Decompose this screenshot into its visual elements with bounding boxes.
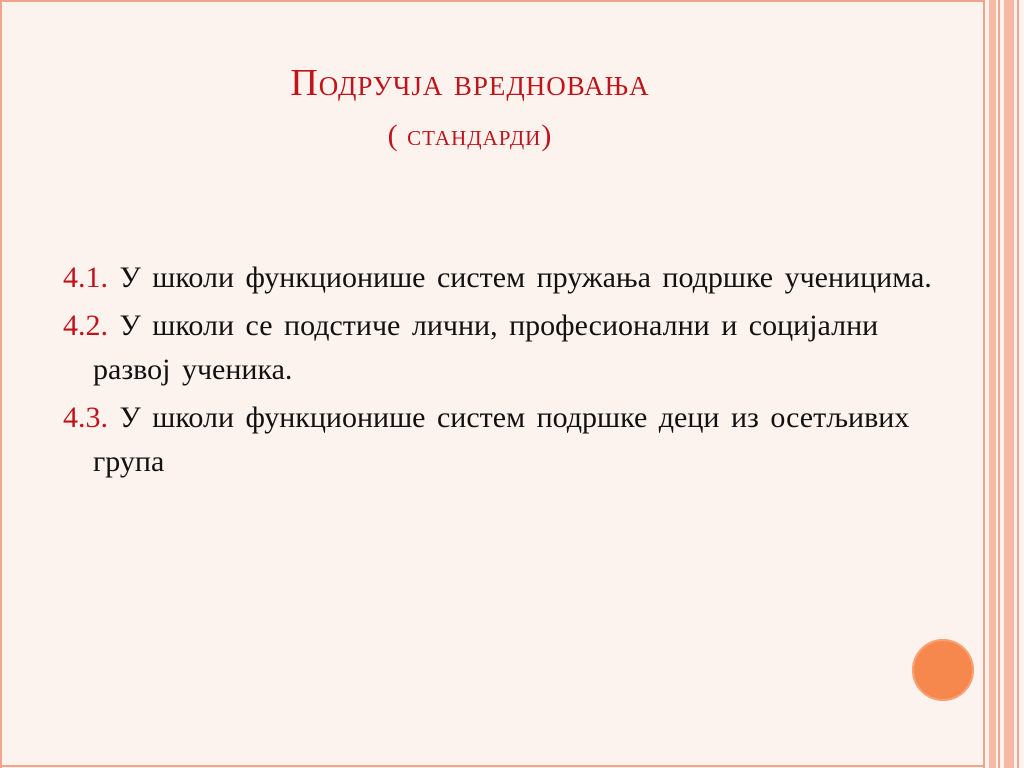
frame-bottom-border	[0, 765, 985, 767]
list-item	[63, 396, 943, 484]
list-item	[63, 256, 943, 300]
frame-top-border	[0, 0, 985, 2]
decorative-stripe	[989, 0, 996, 768]
item-number: 4.3.	[63, 401, 108, 434]
title-line-2	[150, 111, 790, 161]
title-line-1-text: Подручја вредновања	[290, 62, 650, 104]
frame-left-border	[0, 0, 2, 768]
decorative-stripe	[1017, 0, 1019, 768]
slide-title	[150, 58, 790, 161]
title-line-2-text: ( стандарди)	[387, 119, 553, 152]
item-number: 4.1.	[63, 261, 108, 294]
decorative-stripe	[1004, 0, 1014, 768]
item-text: У школи функционише систем пружања подршке ученицима.	[119, 261, 932, 294]
decorative-circle	[912, 639, 974, 701]
item-text: У школи се подстиче лични, професионални и социјални развој ученика.	[93, 309, 879, 386]
list-item	[63, 304, 943, 392]
frame-right-border	[983, 0, 985, 768]
item-number: 4.2.	[63, 309, 108, 342]
decorative-stripe	[998, 0, 1000, 768]
item-text: У школи функционише систем подршке деци из осетљивих група	[93, 401, 910, 478]
title-line-1	[150, 58, 790, 111]
standards-list	[63, 256, 943, 488]
